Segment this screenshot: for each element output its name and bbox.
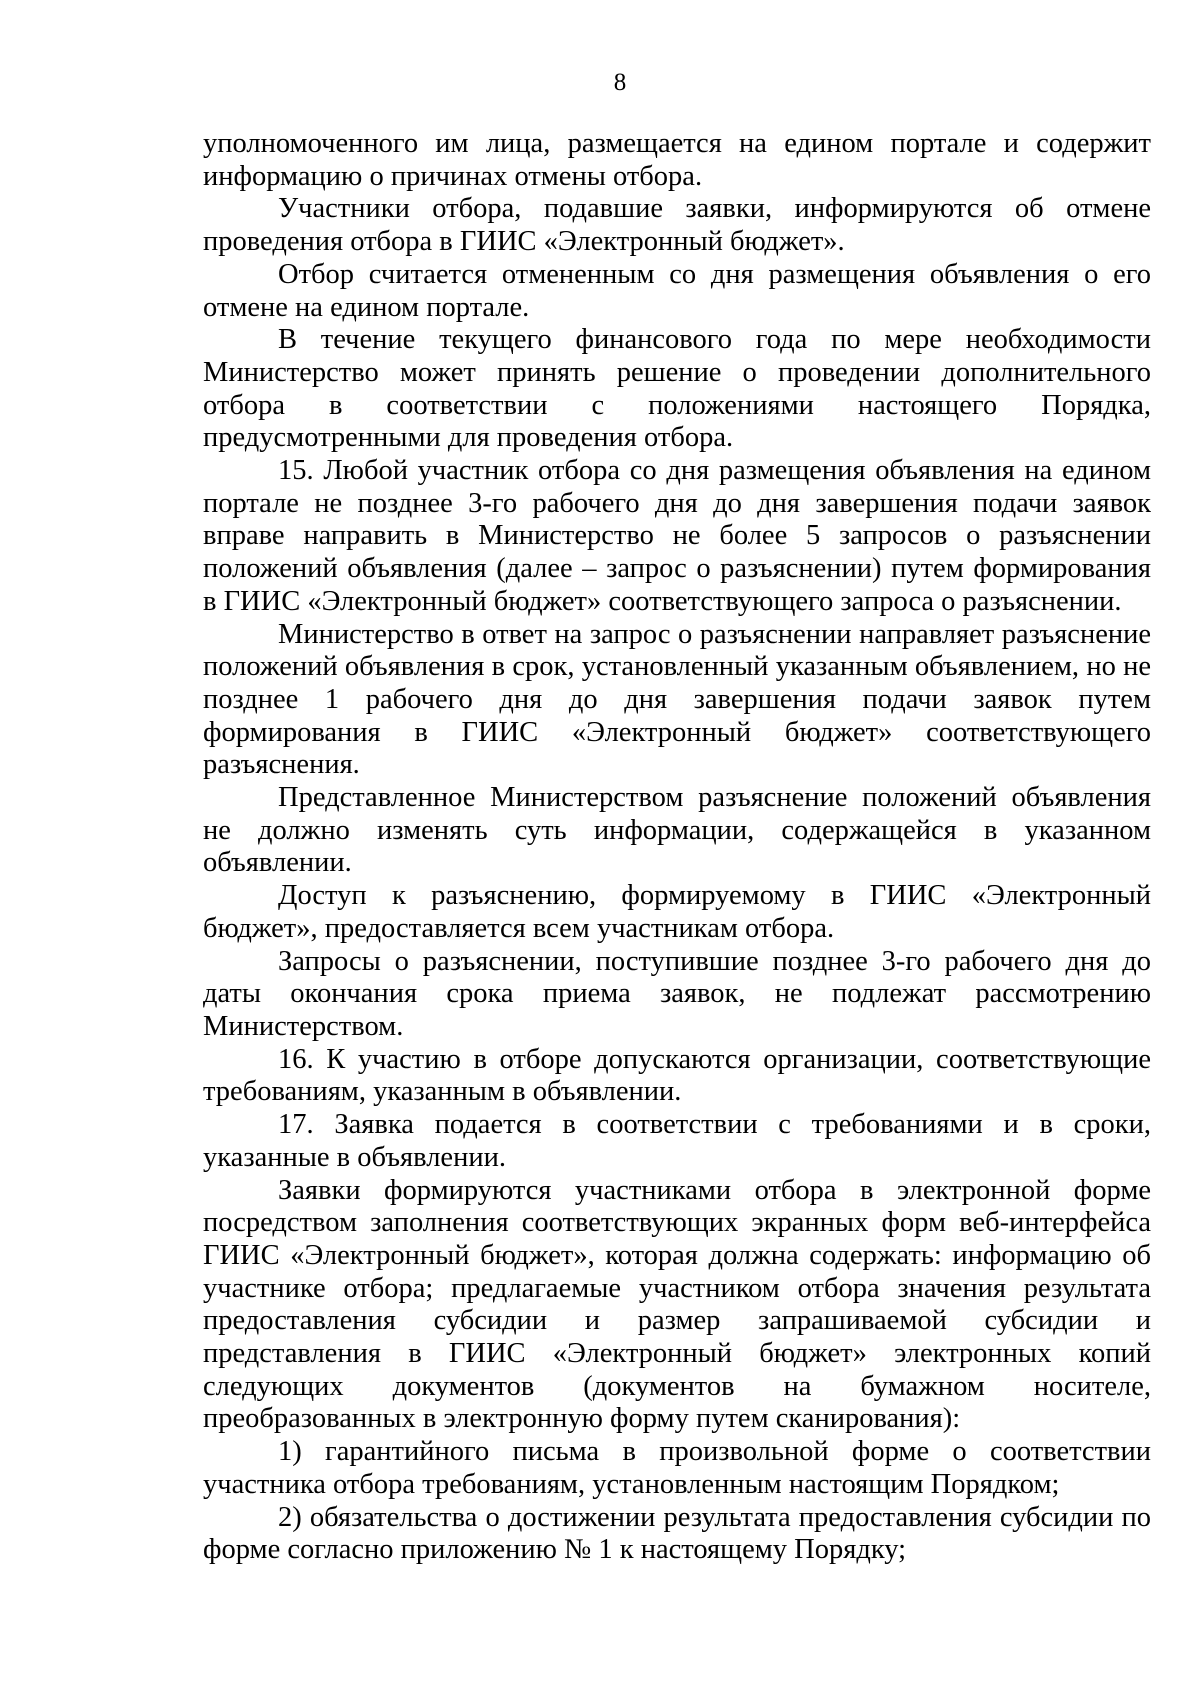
paragraph-late-requests: Запросы о разъяснении, поступившие позднее 3-го рабочего дня до даты окончания срока приема заявок, не подлежат рассмотрению Министерством. [203,945,1151,1042]
list-item-1: 1) гарантийного письма в произвольной форме о соответствии участника отбора требованиям, установленным настоящим Порядком; [203,1436,1151,1500]
paragraph-item-16: 16. К участию в отборе допускаются организации, соответствующие требованиям, указанным в объявлении. [203,1043,1151,1108]
paragraph-explanation-access: Доступ к разъяснению, формируемому в ГИИС «Электронный бюджет», предоставляется всем участникам отбора. [203,880,1151,944]
paragraph-additional-selection: В течение текущего финансового года по мере необходимости Министерство может принять решение о проведении дополнительного отбора в соответствии с положениями настоящего Порядка, предусмотренными для проведения отбора. [203,324,1151,454]
paragraph-explanation-scope: Представленное Министерством разъяснение положений объявления не должно изменять суть информации, содержащейся в указанном объявлении. [203,782,1151,879]
paragraph-cancellation-date: Отбор считается отмененным со дня размещения объявления о его отмене на едином портале. [203,258,1151,323]
page-number: 8 [613,69,627,96]
paragraph-participants-informed: Участники отбора, подавшие заявки, информируются об отмене проведения отбора в ГИИС «Электронный бюджет». [203,193,1151,258]
list-item-2: 2) обязательства о достижении результата предоставления субсидии по форме согласно приложению № 1 к настоящему Порядку; [203,1501,1151,1566]
paragraph-item-15: 15. Любой участник отбора со дня размещения объявления на едином портале не позднее 3-го рабочего дня до дня завершения подачи заявок вправе направить в Министерство не более 5 запросов о разъяснении положений объявления (далее – запрос о разъяснении) путем формирования в ГИИС «Электронный бюджет» соответствующего запроса о разъяснении. [203,455,1151,617]
document-body [203,128,1151,1567]
paragraph-cancellation-info: уполномоченного им лица, размещается на едином портале и содержит информацию о причинах отмены отбора. [203,128,1151,192]
paragraph-item-17: 17. Заявка подается в соответствии с требованиями и в сроки, указанные в объявлении. [203,1109,1151,1173]
paragraph-ministry-response: Министерство в ответ на запрос о разъяснении направляет разъяснение положений объявления в срок, установленный указанным объявлением, но не позднее 1 рабочего дня до дня завершения подачи заявок путем формирования в ГИИС «Электронный бюджет» соответствующего разъяснения. [203,618,1151,781]
paragraph-application-form: Заявки формируются участниками отбора в электронной форме посредством заполнения соответствующих экранных форм веб-интерфейса ГИИС «Электронный бюджет», которая должна содержать: информацию об участнике отбора; предлагаемые участником отбора значения результата предоставления субсидии и размер запрашиваемой субсидии и представления в ГИИС «Электронный бюджет» электронных копий следующих документов (документов на бумажном носителе, преобразованных в электронную форму путем сканирования): [203,1174,1151,1435]
